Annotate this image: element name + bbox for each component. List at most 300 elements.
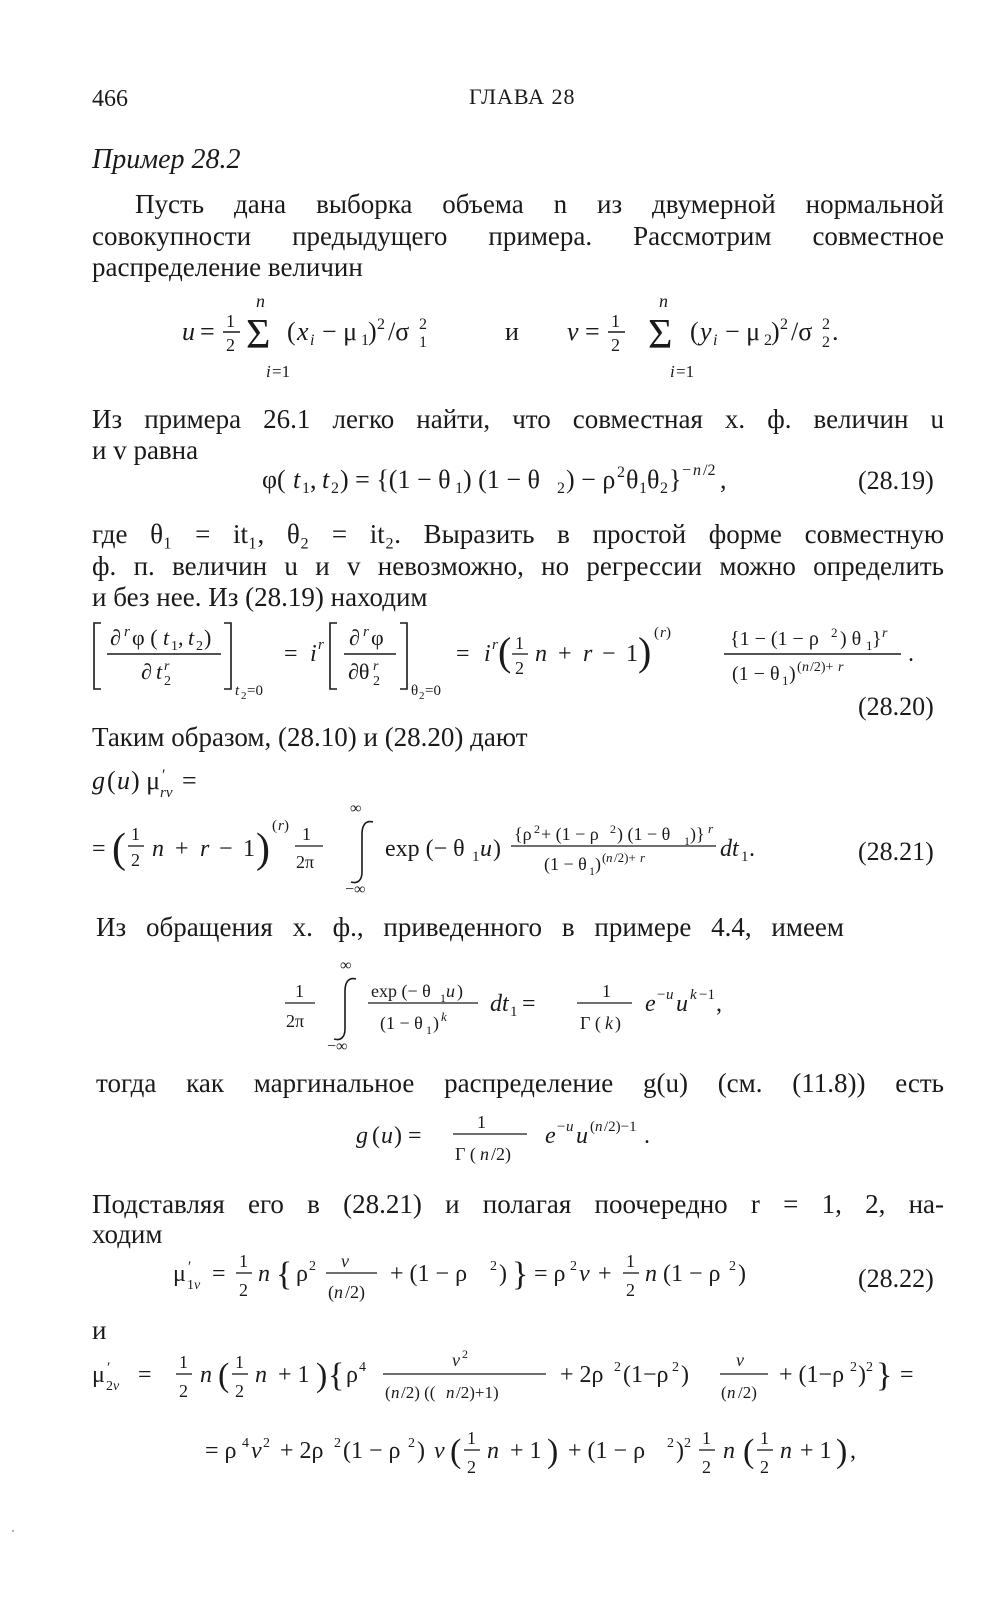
svg-text:2: 2 — [611, 335, 620, 355]
svg-text:2: 2 — [660, 480, 668, 497]
svg-text:−: − — [557, 1119, 566, 1135]
svg-text:−: − — [682, 462, 692, 479]
svg-text:2: 2 — [850, 1360, 857, 1375]
svg-text:/2)−1: /2)−1 — [604, 1119, 637, 1135]
svg-text:′: ′ — [188, 1259, 192, 1275]
para4: Таким образом, (28.10) и (28.20) дают — [92, 722, 528, 752]
svg-text:2: 2 — [377, 316, 385, 333]
svg-text:/2)+: /2)+ — [810, 660, 834, 675]
svg-text:v: v — [434, 1438, 445, 1464]
svg-text:.: . — [832, 317, 839, 346]
svg-text:∂: ∂ — [349, 625, 360, 650]
para2-line-1: Из примера 26.1 легко найти, что совместная х. ф. величин u — [92, 404, 944, 434]
svg-text:1: 1 — [589, 864, 595, 878]
svg-text:(1−ρ: (1−ρ — [623, 1362, 669, 1388]
svg-text:1: 1 — [626, 641, 638, 667]
svg-text:(1 − θ: (1 − θ — [544, 854, 587, 874]
svg-text:′: ′ — [162, 767, 166, 784]
inversion-svg — [0, 955, 995, 1055]
svg-text:=: = — [456, 641, 470, 667]
svg-text:(: ( — [690, 317, 699, 346]
svg-text:2: 2 — [226, 335, 235, 355]
svg-text:=: = — [284, 641, 298, 667]
chapter-title: ГЛАВА 28 — [469, 84, 576, 109]
svg-text:,: , — [720, 465, 727, 494]
svg-text:r: r — [164, 659, 170, 674]
svg-text:−: − — [219, 836, 233, 862]
marginal-svg — [0, 1105, 995, 1170]
svg-text:r: r — [882, 626, 888, 641]
svg-text:(: ( — [107, 766, 116, 795]
svg-text:(: ( — [385, 1383, 391, 1402]
svg-text:(: ( — [498, 629, 512, 674]
svg-text:+: + — [175, 836, 189, 862]
svg-text:r: r — [583, 641, 593, 667]
svg-text:): ) — [284, 818, 289, 834]
svg-text:i: i — [670, 362, 675, 380]
svg-text:2: 2 — [309, 1259, 316, 1274]
svg-text:): ) — [493, 836, 501, 862]
svg-text:2: 2 — [131, 850, 140, 870]
svg-text:u: u — [182, 317, 195, 346]
para3-line-1: где θ₁ = it₁, θ₂ = it₂. Выразить в простой форме совместную — [92, 519, 944, 549]
para2-line-2: и v равна — [92, 435, 199, 465]
svg-text:1: 1 — [602, 981, 611, 1001]
svg-text:(: ( — [272, 818, 277, 834]
svg-text:∞: ∞ — [350, 800, 362, 817]
svg-text:t: t — [293, 465, 301, 494]
svg-text:t: t — [322, 465, 330, 494]
svg-text:1: 1 — [179, 1352, 188, 1372]
svg-text:): ) — [681, 1362, 689, 1388]
svg-text:(1 − ρ: (1 − ρ — [343, 1438, 401, 1464]
svg-text:v: v — [341, 1251, 349, 1271]
svg-text:∂θ: ∂θ — [348, 659, 370, 684]
svg-text:.: . — [644, 1123, 650, 1149]
svg-text:+ 1: + 1 — [278, 1362, 310, 1388]
svg-text:2: 2 — [490, 1259, 497, 1274]
svg-text:−: − — [657, 987, 666, 1003]
svg-text:) μ: ) μ — [131, 766, 161, 795]
svg-text:2: 2 — [263, 1436, 270, 1451]
svg-text:)}: )} — [690, 824, 705, 844]
svg-text:u: u — [566, 1119, 574, 1135]
svg-text:2: 2 — [331, 480, 339, 497]
svg-text:=: = — [92, 836, 106, 862]
svg-text:): ) — [595, 854, 601, 874]
svg-text:,: , — [850, 1438, 856, 1464]
equation-28-20 — [0, 615, 995, 700]
svg-text:u: u — [381, 1123, 393, 1149]
svg-text:t: t — [235, 683, 240, 699]
svg-text:1: 1 — [741, 849, 749, 865]
svg-text:4: 4 — [242, 1436, 249, 1451]
svg-text:(: ( — [218, 1357, 230, 1394]
uv-definition-svg — [0, 285, 995, 380]
svg-text:2: 2 — [672, 1360, 679, 1375]
svg-text:n: n — [258, 1261, 270, 1287]
intro-line-3: распределение величин — [92, 252, 363, 282]
svg-text:}: } — [876, 1357, 893, 1394]
svg-text:1: 1 — [226, 311, 235, 331]
svg-text:{: { — [276, 1256, 293, 1293]
svg-text:i: i — [713, 332, 718, 349]
formula-uv-definition — [0, 285, 995, 380]
svg-text:=: = — [182, 766, 197, 795]
svg-text:=: = — [200, 317, 215, 346]
svg-text:): ) — [666, 625, 671, 641]
svg-text:2: 2 — [764, 332, 772, 349]
svg-text:t: t — [188, 625, 195, 650]
svg-text:+ 2ρ: + 2ρ — [560, 1362, 604, 1388]
svg-text:g: g — [92, 766, 105, 795]
svg-text:.: . — [908, 641, 914, 667]
svg-text:1: 1 — [467, 1428, 476, 1448]
svg-text:(: ( — [602, 850, 607, 865]
svg-text:1: 1 — [515, 633, 524, 653]
svg-text:2: 2 — [866, 1360, 873, 1375]
eq20-svg — [0, 615, 995, 700]
svg-text:r: r — [124, 624, 130, 640]
svg-text:r: r — [640, 850, 646, 865]
svg-text:(: ( — [797, 660, 802, 675]
svg-text:u: u — [676, 991, 688, 1017]
svg-text:u: u — [446, 981, 455, 1001]
svg-text:n: n — [487, 1438, 499, 1464]
svg-text:k: k — [605, 1013, 613, 1033]
svg-text:(: ( — [328, 1282, 334, 1302]
svg-text:): ) — [789, 663, 796, 685]
svg-text:i: i — [266, 362, 271, 380]
svg-text:v: v — [251, 1438, 262, 1464]
svg-text:2: 2 — [570, 1259, 577, 1274]
svg-text:n: n — [334, 1282, 343, 1302]
svg-text:r: r — [838, 660, 844, 675]
svg-text:u: u — [576, 1123, 588, 1149]
svg-text:n: n — [595, 1119, 603, 1135]
svg-text:1: 1 — [866, 638, 873, 653]
svg-text:∞: ∞ — [340, 957, 352, 974]
svg-text:2: 2 — [534, 822, 540, 836]
svg-text:e: e — [645, 991, 656, 1017]
svg-text:) =: ) = — [394, 1123, 422, 1149]
svg-text:2: 2 — [557, 480, 565, 497]
svg-text:φ(: φ( — [262, 465, 286, 494]
svg-text:/σ: /σ — [791, 317, 813, 346]
svg-text:=: = — [900, 1362, 914, 1388]
svg-text:): ) — [547, 1433, 559, 1470]
svg-text:μ: μ — [173, 1261, 186, 1287]
svg-text:=1: =1 — [272, 362, 291, 380]
svg-text:v: v — [736, 1350, 744, 1370]
svg-text:): ) — [316, 1357, 328, 1394]
svg-text:1: 1 — [239, 1251, 248, 1271]
svg-text:v: v — [567, 317, 579, 346]
svg-text:): ) — [417, 1438, 425, 1464]
svg-text:(: ( — [112, 826, 126, 872]
svg-text:) θ: ) θ — [840, 628, 862, 650]
eq21-lhs-svg — [0, 762, 300, 802]
svg-text:2: 2 — [467, 1457, 476, 1477]
svg-text:+ (1 − ρ: + (1 − ρ — [541, 824, 599, 844]
svg-text:ρ: ρ — [296, 1261, 308, 1287]
svg-text:θ: θ — [626, 465, 639, 494]
svg-text:1: 1 — [639, 480, 647, 497]
svg-text:n: n — [780, 1438, 792, 1464]
svg-text:): ) — [256, 826, 270, 872]
svg-text:2: 2 — [684, 1436, 691, 1451]
svg-text:2: 2 — [241, 690, 247, 700]
svg-text:2: 2 — [831, 625, 838, 640]
svg-text:{ρ: {ρ — [514, 824, 532, 844]
svg-text:4: 4 — [359, 1360, 366, 1375]
svg-text:∂: ∂ — [110, 625, 121, 650]
svg-text:φ (: φ ( — [132, 625, 158, 650]
svg-text:2: 2 — [610, 822, 616, 836]
svg-text:1: 1 — [243, 836, 255, 862]
svg-text:μ: μ — [92, 1362, 105, 1388]
svg-text:r: r — [708, 821, 714, 836]
svg-text:1: 1 — [187, 1278, 194, 1293]
equation-28-21 — [0, 800, 995, 900]
svg-text:dt: dt — [720, 836, 739, 862]
svg-text:+ (1 − ρ: + (1 − ρ — [390, 1261, 468, 1287]
svg-text:) (1 − θ: ) (1 − θ — [617, 824, 671, 844]
svg-text:θ: θ — [647, 465, 660, 494]
svg-text:1: 1 — [171, 639, 178, 654]
svg-text:n: n — [723, 1438, 735, 1464]
svg-text:2: 2 — [780, 316, 788, 333]
svg-text:(: ( — [654, 625, 659, 641]
svg-text:= ρ: = ρ — [205, 1438, 237, 1464]
svg-text:r: r — [660, 625, 666, 641]
svg-text:n: n — [802, 660, 809, 675]
para6: тогда как маргинальное распределение g(u) (см. (11.8)) есть — [96, 1068, 944, 1098]
svg-text:) (1 − θ: ) (1 − θ — [463, 465, 540, 494]
svg-text:+ (1 − ρ: + (1 − ρ — [568, 1438, 646, 1464]
svg-text:): ) — [499, 1261, 507, 1287]
svg-text:n: n — [535, 641, 547, 667]
svg-text:2: 2 — [617, 464, 625, 481]
svg-text:φ: φ — [371, 625, 384, 650]
svg-text:(: ( — [372, 1123, 380, 1149]
svg-text:1: 1 — [419, 334, 427, 351]
svg-text:2: 2 — [334, 1436, 341, 1451]
svg-text:1: 1 — [302, 824, 311, 844]
eq-number-28-22: (28.22) — [858, 1264, 934, 1293]
svg-text:2: 2 — [760, 1457, 769, 1477]
svg-text:+ 2ρ: + 2ρ — [280, 1438, 324, 1464]
svg-text:exp (− θ: exp (− θ — [385, 836, 465, 862]
svg-text:/2) ((: /2) (( — [401, 1383, 436, 1402]
svg-text:/2)+: /2)+ — [614, 850, 636, 865]
example-title: Пример 28.2 — [92, 144, 241, 175]
svg-text:v: v — [194, 1278, 201, 1293]
svg-text:2π: 2π — [296, 852, 315, 872]
svg-text:=0: =0 — [425, 683, 441, 699]
svg-text:−∞: −∞ — [327, 1038, 348, 1055]
svg-text:2: 2 — [106, 1379, 113, 1394]
svg-text:=: = — [585, 317, 600, 346]
formula-inversion — [0, 955, 995, 1055]
svg-text:/σ: /σ — [388, 317, 410, 346]
formula-mu2-line-2 — [0, 1418, 995, 1490]
svg-text:1: 1 — [702, 1428, 711, 1448]
svg-text:{1 − (1 − ρ: {1 − (1 − ρ — [730, 628, 819, 650]
svg-text:): ) — [638, 629, 652, 674]
intro-line-1: Пусть дана выборка объема n из двумерной нормальной — [135, 189, 944, 219]
svg-text:2: 2 — [164, 674, 171, 689]
svg-text:r: r — [200, 836, 210, 862]
svg-text:.: . — [749, 836, 755, 862]
svg-text:1: 1 — [477, 1112, 486, 1132]
para7-line-2: ходим — [92, 1219, 163, 1249]
svg-text:2: 2 — [179, 1381, 188, 1401]
svg-text:(: ( — [743, 1433, 755, 1470]
svg-text:n: n — [645, 1261, 657, 1287]
svg-text:2: 2 — [235, 1381, 244, 1401]
svg-text:n: n — [200, 1362, 212, 1388]
svg-text:/2)+1): /2)+1) — [456, 1383, 499, 1402]
svg-text:r: r — [318, 637, 324, 653]
svg-text:1: 1 — [426, 1023, 432, 1037]
svg-text:− μ: − μ — [725, 317, 761, 346]
svg-text:Γ (: Γ ( — [455, 1144, 476, 1164]
para3-line-3: и без нее. Из (28.19) находим — [92, 582, 428, 612]
svg-text:− μ: − μ — [322, 317, 358, 346]
svg-text:2: 2 — [667, 1436, 674, 1451]
svg-text:2: 2 — [419, 316, 427, 333]
svg-text:i: i — [310, 641, 317, 667]
svg-text:{: { — [328, 1357, 345, 1394]
svg-text:(: ( — [590, 1119, 595, 1135]
formula-mu2-line-1 — [0, 1342, 995, 1414]
svg-text:+ 1: + 1 — [800, 1438, 832, 1464]
svg-text:+ 1: + 1 — [510, 1438, 542, 1464]
svg-text:2: 2 — [196, 639, 203, 654]
svg-text:=: = — [522, 991, 536, 1017]
para7-line-1: Подставляя его в (28.21) и полагая поочередно r = 1, 2, на- — [92, 1189, 944, 1219]
svg-text:}: } — [512, 1256, 529, 1293]
svg-text:) = {(1 − θ: ) = {(1 − θ — [340, 465, 451, 494]
svg-text:): ) — [204, 625, 212, 650]
svg-text:2: 2 — [822, 316, 830, 333]
svg-text:1: 1 — [361, 332, 369, 349]
svg-text:/2): /2) — [491, 1144, 511, 1164]
eq-number-28-20: (28.20) — [858, 692, 934, 721]
svg-text:t: t — [156, 659, 163, 684]
formula-marginal — [0, 1105, 995, 1170]
svg-text:−1: −1 — [699, 987, 715, 1003]
svg-text:t: t — [163, 625, 170, 650]
svg-text:2: 2 — [408, 1436, 415, 1451]
svg-text:2: 2 — [462, 1347, 468, 1361]
eq-number-28-21: (28.21) — [858, 837, 934, 866]
svg-text:Σ: Σ — [246, 312, 271, 358]
svg-text:r: r — [373, 659, 379, 674]
svg-text:y: y — [700, 317, 712, 346]
svg-text:−: − — [602, 641, 616, 667]
svg-text:u: u — [666, 987, 674, 1003]
svg-text:+ (1−ρ: + (1−ρ — [779, 1362, 845, 1388]
svg-text:2: 2 — [729, 1259, 736, 1274]
svg-text:): ) — [433, 1013, 439, 1033]
para5: Из обращения х. ф., приведенного в примере 4.4, имеем — [96, 912, 844, 942]
equation-28-19 — [0, 460, 995, 500]
svg-text:/2: /2 — [703, 462, 716, 479]
eq22-svg — [0, 1243, 995, 1313]
svg-text:rv: rv — [160, 785, 173, 801]
svg-text:r: r — [492, 637, 498, 653]
svg-text:g: g — [356, 1123, 368, 1149]
svg-text:): ) — [738, 1261, 746, 1287]
svg-text:(: ( — [721, 1383, 727, 1402]
equation-28-22 — [0, 1243, 995, 1313]
svg-text:+: + — [558, 641, 572, 667]
svg-text:ρ: ρ — [346, 1362, 358, 1388]
svg-text:i: i — [310, 332, 315, 349]
svg-text:2: 2 — [239, 1280, 248, 1300]
svg-text:): ) — [858, 1362, 866, 1388]
svg-text:′: ′ — [107, 1360, 111, 1376]
svg-text:r: r — [278, 818, 284, 834]
eq19-svg — [0, 460, 995, 500]
svg-text:n: n — [693, 462, 701, 479]
svg-text:n: n — [727, 1383, 736, 1402]
svg-text:,: , — [178, 625, 184, 650]
svg-text:(1 − θ: (1 − θ — [380, 1013, 423, 1033]
svg-text:/2): /2) — [345, 1282, 365, 1302]
svg-text:(: ( — [287, 317, 296, 346]
svg-text:1: 1 — [295, 981, 304, 1001]
svg-text:∂: ∂ — [141, 659, 152, 684]
svg-text:1: 1 — [611, 311, 620, 331]
svg-text:+: + — [598, 1261, 612, 1287]
svg-text:=0: =0 — [247, 683, 263, 699]
svg-text:2: 2 — [702, 1457, 711, 1477]
svg-text:): ) — [771, 317, 780, 346]
svg-text:2: 2 — [626, 1280, 635, 1300]
equation-28-21-lhs — [0, 762, 300, 802]
svg-text:1: 1 — [510, 1004, 518, 1020]
svg-text:= ρ: = ρ — [534, 1261, 566, 1287]
svg-text:/2): /2) — [738, 1383, 757, 1402]
svg-text:1: 1 — [302, 480, 310, 497]
svg-text:2: 2 — [515, 658, 524, 678]
svg-text:v: v — [113, 1379, 120, 1394]
page-number: 466 — [92, 86, 128, 112]
svg-text:2: 2 — [614, 1360, 621, 1375]
svg-text:n: n — [391, 1383, 400, 1402]
mu2-line2-svg — [0, 1418, 995, 1490]
svg-text:1: 1 — [235, 1352, 244, 1372]
svg-text:): ) — [457, 981, 463, 1001]
para3-line-2: ф. п. величин u и v невозможно, но регрессии можно определить — [92, 551, 944, 581]
svg-text:2π: 2π — [286, 1011, 305, 1031]
svg-text:n: n — [255, 1362, 267, 1388]
svg-text:i: i — [484, 641, 491, 667]
svg-text:): ) — [676, 1438, 684, 1464]
svg-text:r: r — [363, 624, 369, 640]
eq-number-28-19: (28.19) — [858, 466, 934, 495]
svg-text:n: n — [256, 291, 265, 311]
svg-text:=: = — [138, 1362, 152, 1388]
svg-text:1: 1 — [440, 991, 446, 1005]
svg-text:2: 2 — [822, 334, 830, 351]
svg-text:v: v — [579, 1261, 590, 1287]
intro-line-2: совокупности предыдущего примера. Рассмотрим совместное — [92, 221, 944, 251]
svg-text:1: 1 — [626, 1251, 635, 1271]
